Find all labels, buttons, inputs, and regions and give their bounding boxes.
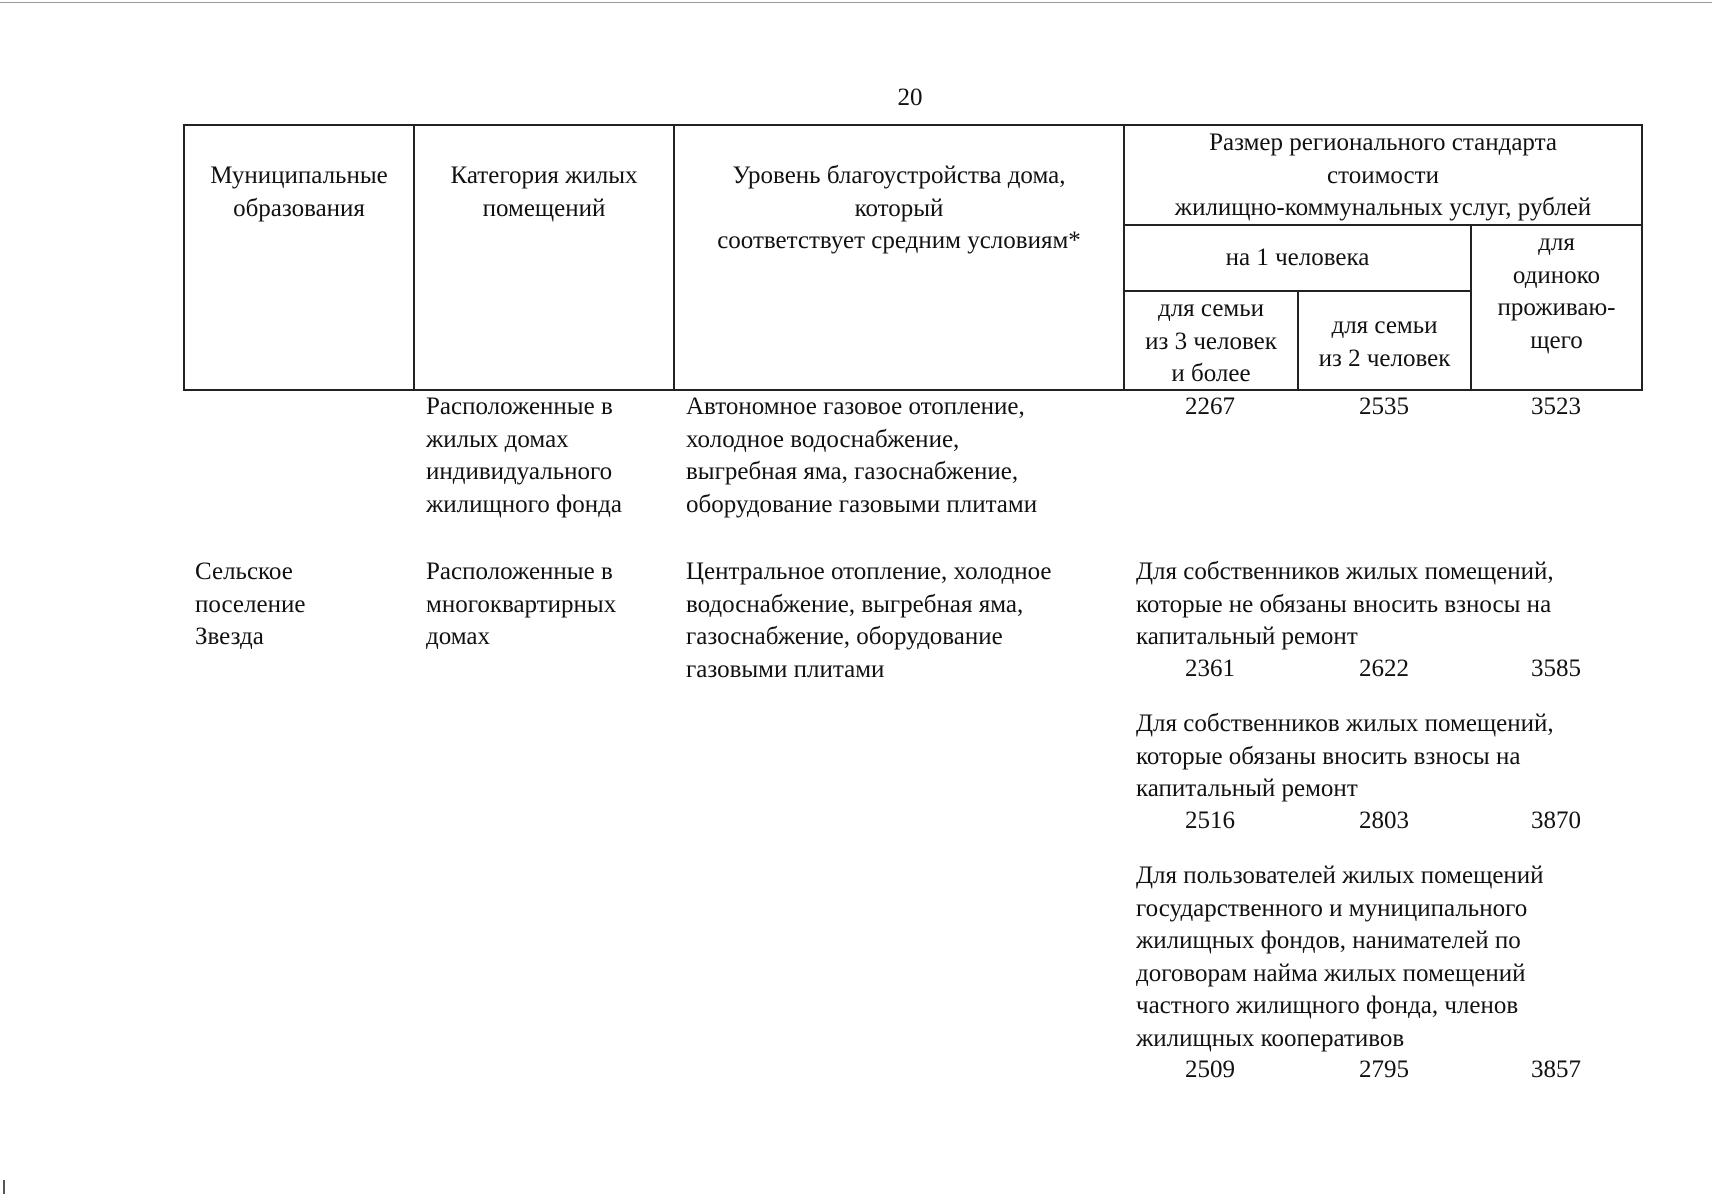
row1-value-family3: 2267 [1185,393,1235,420]
row2-group1-value-family2: 2622 [1359,655,1409,682]
header-family2: для семьи из 2 человек [1318,312,1451,372]
row1-value-single: 3523 [1531,393,1581,420]
row2-group1-note: Для собственников жилых помещений, которые не обязаны вносить взносы на капитальный ремонт [1136,558,1554,650]
header-per-person: на 1 человека [1225,244,1370,271]
row2-group2-note: Для собственников жилых помещений, которые обязаны вносить взносы на капитальный ремонт [1136,710,1554,802]
row2-group1-value-family3: 2361 [1185,655,1235,682]
page-number: 20 [897,84,923,111]
row2-group3-value-family3: 2509 [1185,1056,1235,1083]
header-category: Категория жилых помещений [450,162,638,222]
row2-group3-value-family2: 2795 [1359,1056,1409,1083]
row2-category: Расположенные в многоквартирных домах [426,558,617,650]
header-level: Уровень благоустройства дома, который соответствует средним условиям* [717,162,1081,254]
scan-mark [3,1180,5,1194]
row2-municipality: Сельское поселение Звезда [195,558,306,650]
header-single: для одиноко проживаю- щего [1497,229,1616,354]
row1-value-family2: 2535 [1359,393,1409,420]
row1-category: Расположенные в жилых домах индивидуального жилищного фонда [426,393,622,518]
row2-level: Центральное отопление, холодное водоснабжение, выгребная яма, газоснабжение, оборудование газовыми плитами [686,558,1052,683]
row2-group2-value-family3: 2516 [1185,807,1235,834]
header-municipality: Муниципальные образования [210,162,388,222]
header-standard-size: Размер регионального стандарта стоимости жилищно-коммунальных услуг, рублей [1174,129,1592,221]
row2-group2-value-family2: 2803 [1359,807,1409,834]
header-family3: для семьи из 3 человек и более [1145,295,1277,387]
scan-edge-line [0,2,1712,3]
row2-group1-value-single: 3585 [1531,655,1581,682]
row1-level: Автономное газовое отопление, холодное водоснабжение, выгребная яма, газоснабжение, оборудование газовыми плитами [686,393,1038,518]
row2-group2-value-single: 3870 [1531,807,1581,834]
row2-group3-value-single: 3857 [1531,1056,1581,1083]
row2-group3-note: Для пользователей жилых помещений государственного и муниципального жилищных фондов, нанимателей по договорам найма жилых помещений частного жилищного фонда, членов жилищных кооперативов [1136,862,1544,1052]
